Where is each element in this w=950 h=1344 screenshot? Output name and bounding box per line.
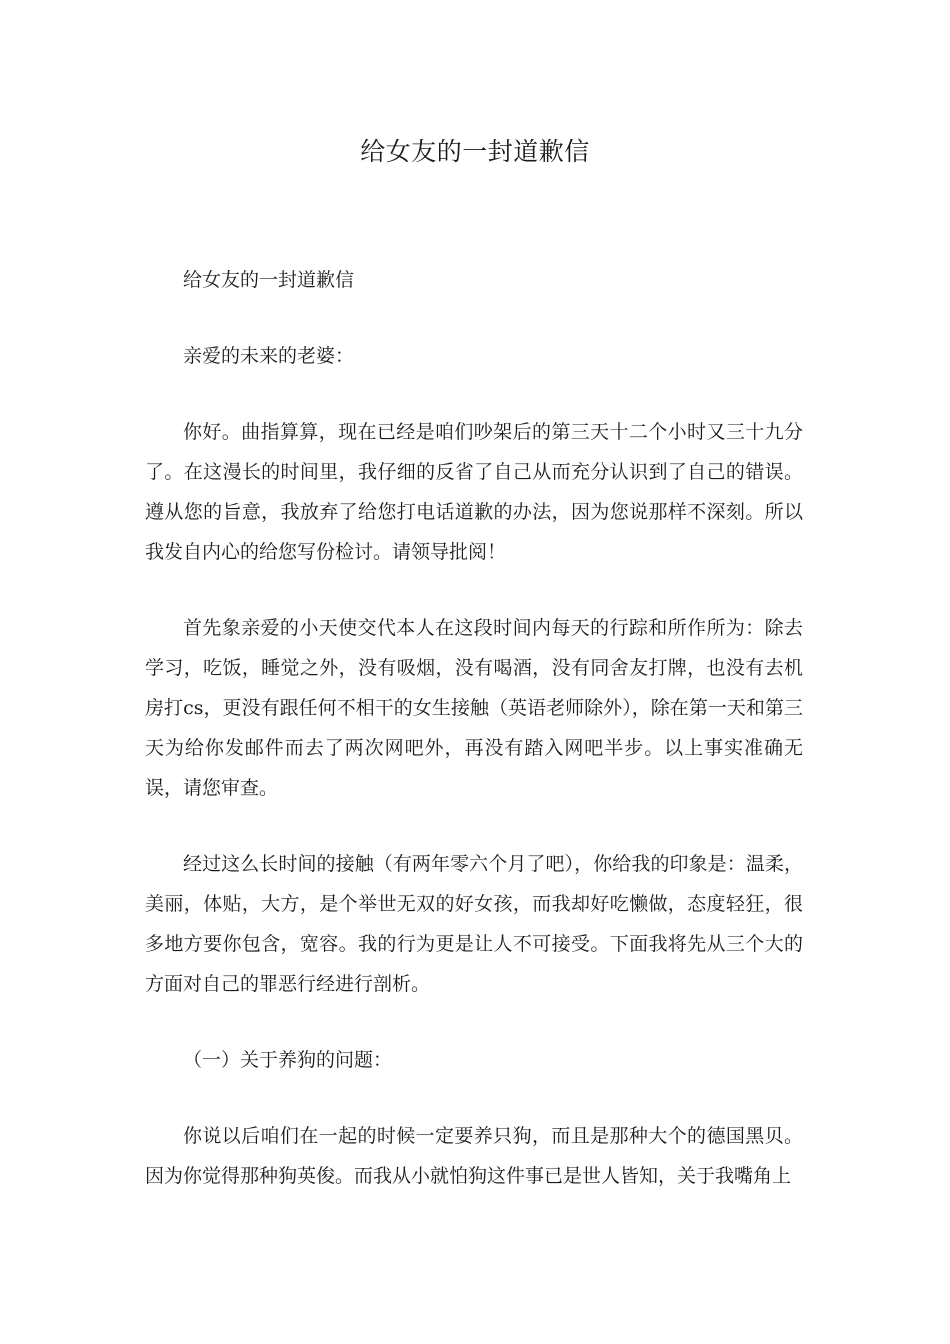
document-body [145,260,803,1196]
paragraph-heading: 给女友的一封道歉信 [183,269,355,291]
paragraph: 你好。曲指算算，现在已经是咱们吵架后的第三天十二个小时又三十九分了。在这漫长的时间里，我仔细的反省了自己从而充分认识到了自己的错误。遵从您的旨意，我放弃了给您打电话道歉的办法，因为您说那样不深刻。所以我发自内心的给您写份检讨。请领导批阅！ [145,421,803,563]
paragraph-salutation: 亲爱的未来的老婆： [183,345,355,367]
paragraph: 你说以后咱们在一起的时候一定要养只狗，而且是那种大个的德国黑贝。因为你觉得那种狗英俊。而我从小就怕狗这件事已是世人皆知，关于我嘴角上 [145,1125,803,1187]
paragraph: 首先象亲爱的小天使交代本人在这段时间内每天的行踪和所作所为：除去学习，吃饭，睡觉之外，没有吸烟，没有喝酒，没有同舍友打牌，也没有去机房打cs，更没有跟任何不相干的女生接触（英语老师除外），除在第一天和第三天为给你发邮件而去了两次网吧外，再没有踏入网吧半步。以上事实准确无误，请您审查。 [145,617,803,799]
document-title: 给女友的一封道歉信 [360,137,590,166]
paragraph: 经过这么长时间的接触（有两年零六个月了吧），你给我的印象是：温柔，美丽，体贴，大方，是个举世无双的好女孩，而我却好吃懒做，态度轻狂，很多地方要你包含，宽容。我的行为更是让人不可接受。下面我将先从三个大的方面对自己的罪恶行经进行剖析。 [145,853,803,995]
section-heading: （一）关于养狗的问题： [183,1049,393,1071]
